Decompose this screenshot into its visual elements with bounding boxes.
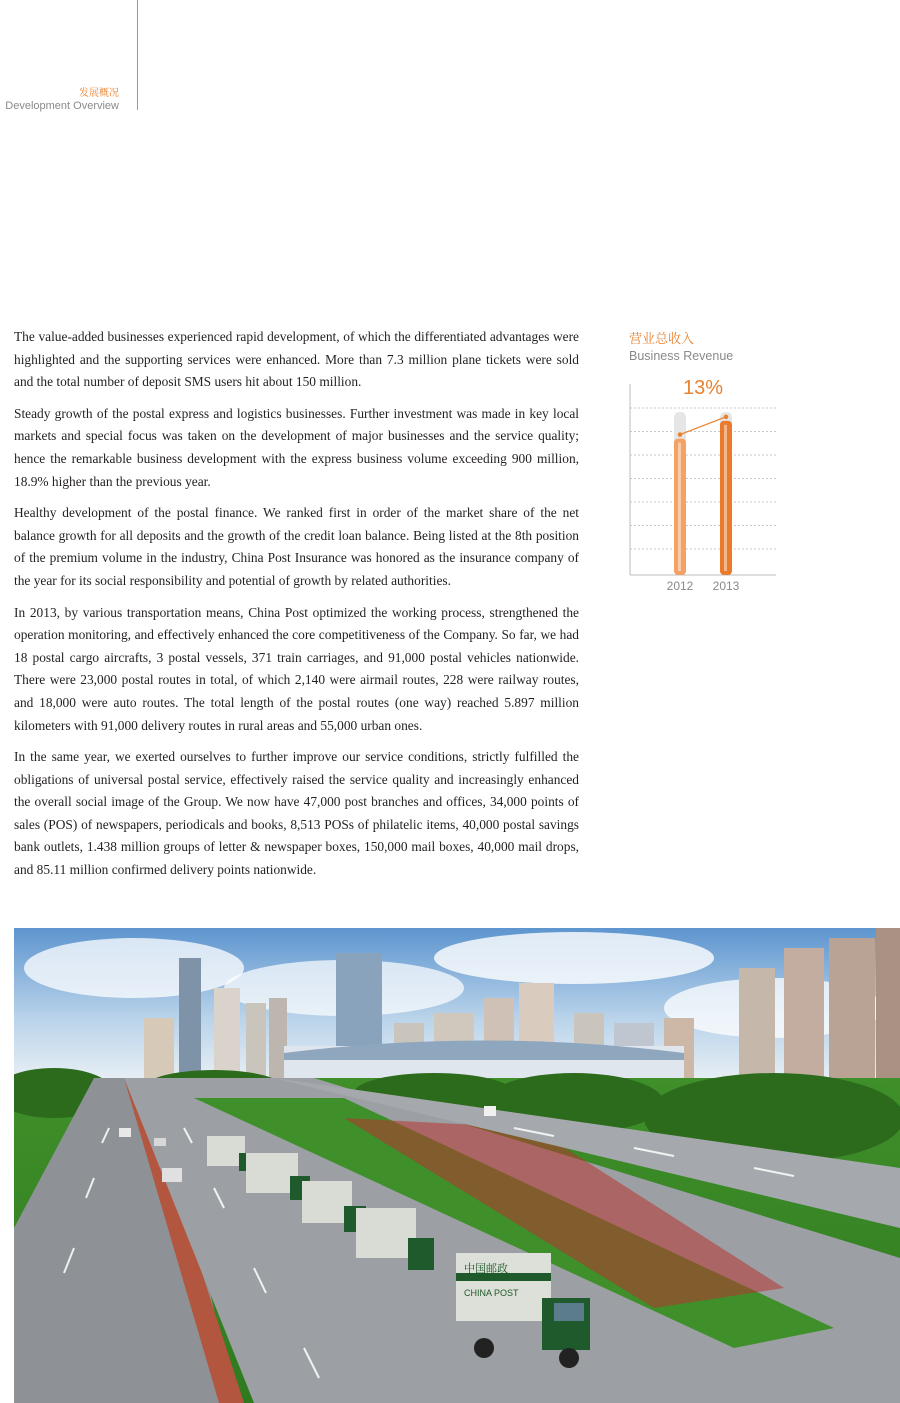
paragraph-service-conditions: In the same year, we exerted ourselves to further improve our service conditions, strictly fulfilled the obligations of universal postal service, effectively raised the service quality and increasingly enhanced the overall social image of the Group. We now have 47,000 post branches and offices, 34,000 points of sales (POS) of newspapers, periodicals and books, 8,513 POSs of philatelic items, 40,000 postal savings bank outlets, 1.438 million groups of letter & newspaper boxes, 150,000 mail boxes, 40,000 mail drops, and 85.11 million confirmed delivery points nationwide.: [14, 749, 579, 878]
postal-trucks-illustration: [14, 928, 900, 1403]
paragraph-value-added: The value-added businesses experienced rapid development, of which the differentiated advantages were highlighted and the supporting services were enhanced. More than 7.3 million plane tickets were sold and the total number of deposit SMS users hit about 150 million.: [14, 329, 579, 390]
chart-x-tick-label: 2012: [666, 579, 694, 593]
cloud: [24, 938, 244, 998]
chart-trend-point: [724, 415, 729, 420]
chart-title-cn: 营业总收入: [629, 332, 695, 347]
paragraph-express-logistics: Steady growth of the postal express and logistics businesses. Further investment was made in key local markets and special focus was taken on the development of major businesses and the service quality; hence the remarkable business development with the express business volume exceeding 900 million, 18.9% higher than the previous year.: [14, 405, 579, 489]
paragraph-transportation: In 2013, by various transportation means, China Post optimized the working process, strengthened the operation monitoring, and effectively enhanced the core competitiveness of the Company. So far, we had 18 postal cargo aircrafts, 3 postal vessels, 371 train carriages, and 91,000 postal vehicles nationwide. There were 23,000 postal routes in total, of which 2,140 were airmail routes, 228 were railway routes, and 18,000 were auto routes. The total length of the postal routes (one way) reached 5.897 million kilometers with 91,000 delivery routes in rural areas and 55,000 urban ones.: [14, 604, 579, 733]
chart-trend-point: [678, 432, 683, 437]
chart-x-tick-label: 2013: [712, 579, 740, 593]
chart-bar-highlight: [724, 425, 727, 571]
chart-growth-annotation: 13%: [682, 377, 724, 399]
section-title-cn: 发展概况: [79, 88, 119, 99]
body-text: [14, 326, 579, 891]
city-road-photo: [14, 928, 900, 1403]
chart-bar-highlight: [678, 443, 681, 571]
chart-plot: [622, 326, 792, 601]
section-title-en: Development Overview: [5, 100, 119, 112]
truck-brand-cn: 中国邮政: [464, 1262, 508, 1275]
cloud: [434, 932, 714, 984]
paragraph-postal-finance: Healthy development of the postal finance. We ranked first in order of the market share of the net balance growth for all deposits and the growth of the credit loan balance. Being listed at the 8th position of the premium volume in the industry, China Post Insurance was honored as the insurance company of the year for its social responsibility and potential of growth by related authorities.: [14, 505, 579, 588]
header-divider-line: [137, 0, 138, 110]
chart-title: Business Revenue: [629, 349, 734, 363]
business-revenue-chart: [622, 326, 792, 601]
truck-brand: CHINA POST: [464, 1288, 519, 1298]
